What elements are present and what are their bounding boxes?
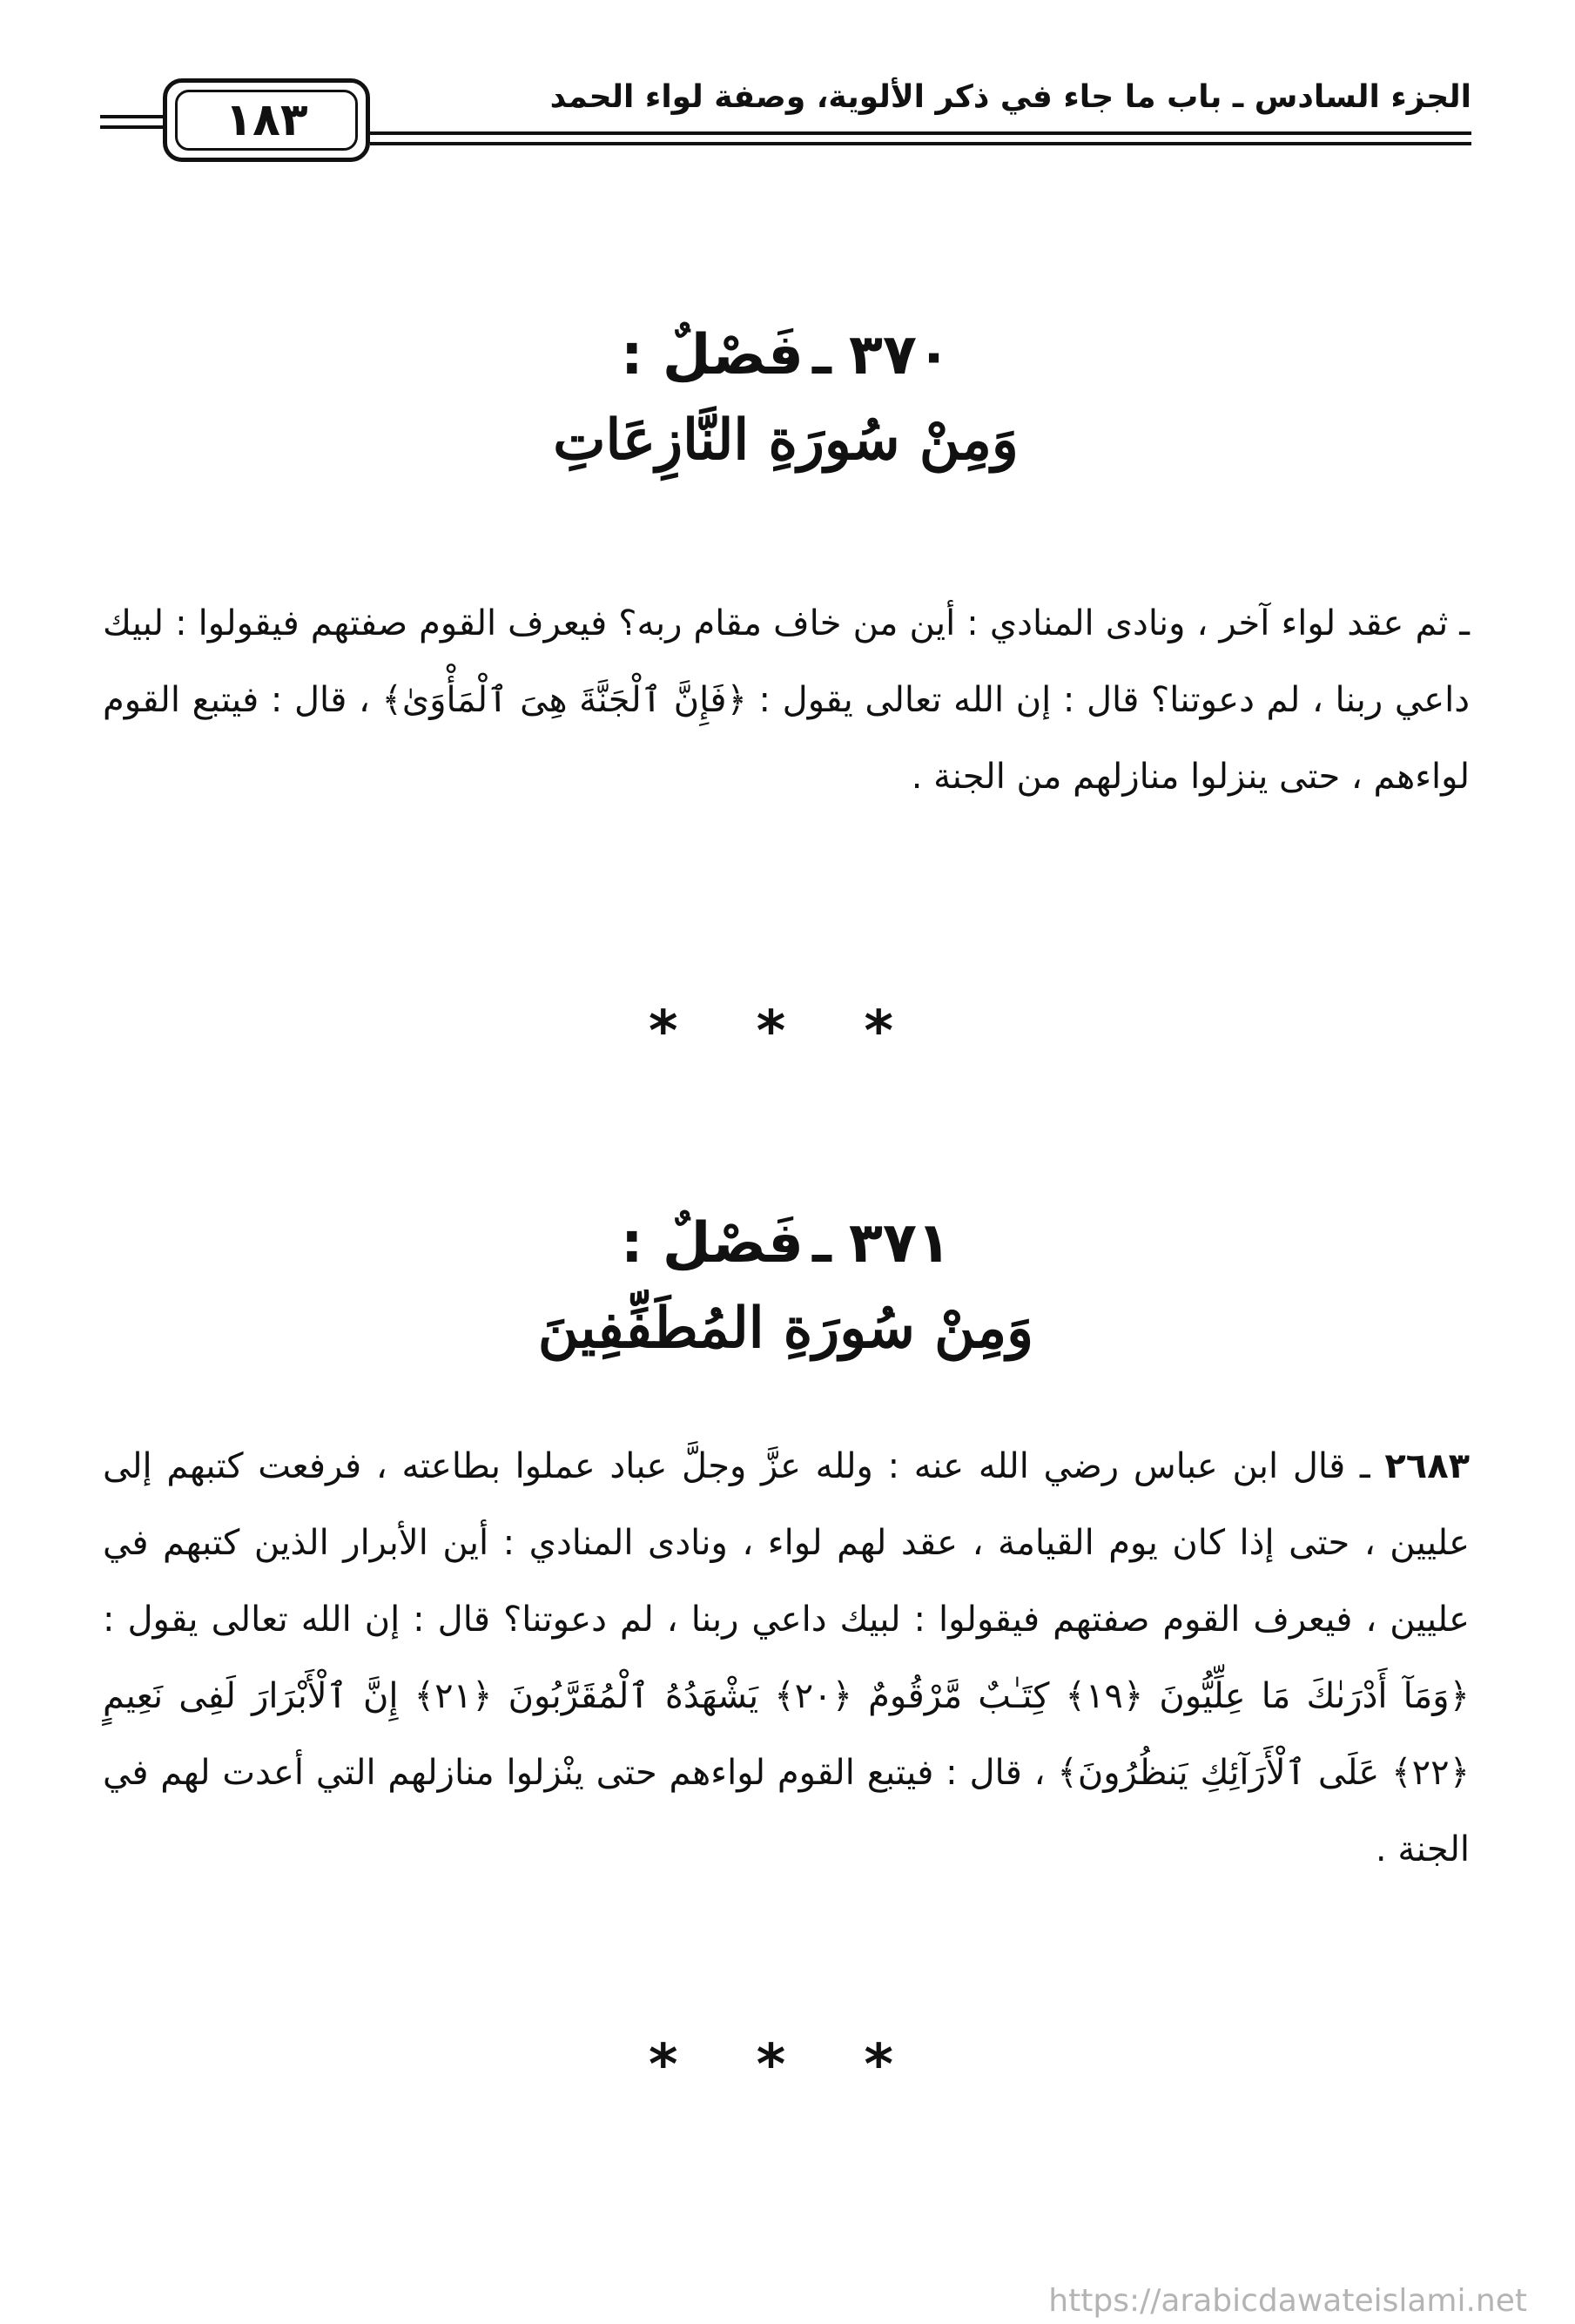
header-rule [370, 142, 1471, 145]
page-number: ١٨٣ [225, 94, 308, 146]
header-rule [100, 125, 163, 129]
hadith-number: ٢٦٨٣ [1384, 1446, 1471, 1486]
chapter-number: ٣٧١ [848, 1211, 952, 1276]
chapter-dash: ـ [811, 323, 831, 387]
surah-title: وَمِنْ سُورَةِ النَّازِعَاتِ [553, 408, 1019, 473]
section-371-paragraph [103, 1428, 1470, 1888]
section-separator: * * * [649, 2033, 923, 2098]
surah-title: وَمِنْ سُورَةِ المُطَفِّفِينَ [537, 1296, 1034, 1361]
page-number-frame [163, 78, 370, 162]
header-rule [100, 115, 163, 118]
section-371-heading [100, 1202, 1471, 1372]
header-rule [370, 131, 1471, 135]
chapter-label: فَصْلٌ : [620, 1211, 804, 1276]
running-title: الجزء السادس ـ باب ما جاء في ذكر الألوية، وصفة لواء الحمد [549, 79, 1471, 115]
page-header [100, 68, 1471, 172]
chapter-number: ٣٧٠ [848, 323, 952, 387]
chapter-label: فَصْلٌ : [620, 323, 804, 387]
source-watermark: https://arabicdawateislami.net [1048, 2283, 1527, 2319]
section-separator: * * * [649, 1000, 923, 1064]
hadith-text: ـ قال ابن عباس رضي الله عنه : ولله عزَّ وجلَّ عباد عملوا بطاعته ، فرفعت كتبهم إلى عليين ، حتى إذا كان يوم القيامة ، عقد لهم لواء ، ونادى المنادي : أين الأبرار الذين كتبهم في عليين ، فيعرف القوم صفتهم فيقولوا : لبيك داعي ربنا ، لم دعوتنا؟ قال : إن الله تعالى يقول : ﴿وَمَآ أَدْرَىٰكَ مَا عِلِّيُّونَ ﴿١٩﴾ كِتَـٰبٌ مَّرْقُومٌ ﴿٢٠﴾ يَشْهَدُهُ ٱلْمُقَرَّبُونَ ﴿٢١﴾ إِنَّ ٱلْأَبْرَارَ لَفِى نَعِيمٍ ﴿٢٢﴾ عَلَى ٱلْأَرَآئِكِ يَنظُرُونَ﴾ ، قال : فيتبع القوم لواءهم حتى ينْزلوا منازلهم التي أعدت لهم في الجنة . [103, 1446, 1470, 1869]
section-370-paragraph: ـ ثم عقد لواء آخر ، ونادى المنادي : أين من خاف مقام ربه؟ فيعرف القوم صفتهم فيقولوا : لبيك داعي ربنا ، لم دعوتنا؟ قال : إن الله تعالى يقول : ﴿فَإِنَّ ٱلْجَنَّةَ هِىَ ٱلْمَأْوَىٰ﴾ ، قال : فيتبع القوم لواءهم ، حتى ينزلوا منازلهم من الجنة . [103, 603, 1470, 797]
chapter-dash: ـ [811, 1211, 831, 1276]
chapter-title [100, 1202, 1471, 1285]
section-370-heading [100, 313, 1471, 484]
chapter-title [100, 313, 1471, 397]
